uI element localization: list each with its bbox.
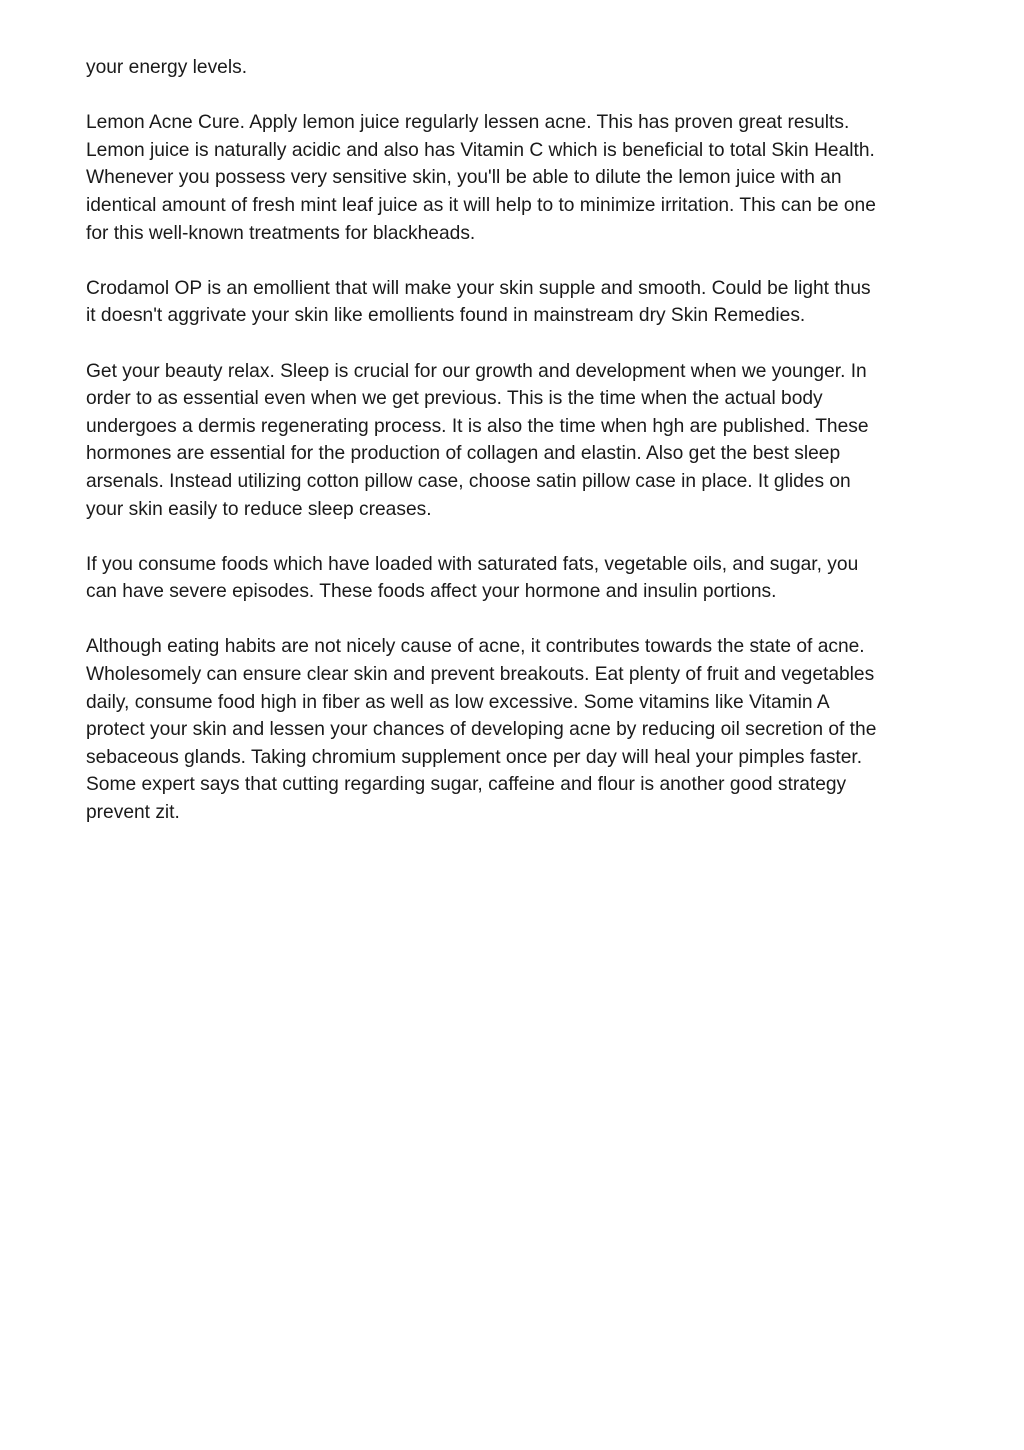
- paragraph-saturated-fats: If you consume foods which have loaded with saturated fats, vegetable oils, and sugar, you can have severe episodes. These foods affect your hormone and insulin portions.: [86, 553, 859, 603]
- document-page: [86, 54, 946, 854]
- paragraph-eating-habits: Although eating habits are not nicely cause of acne, it contributes towards the state of acne. Wholesomely can ensure clear skin and prevent breakouts. Eat plenty of fruit and vegetables daily, consume food high in fiber as well as low excessive. Some vitamins like Vitamin A protect your skin and lessen your chances of developing acne by reducing oil secretion of the sebaceous glands. Taking chromium supplement once per day will heal your pimples faster. Some expert says that cutting regarding sugar, caffeine and flour is another good strategy prevent zit.: [86, 636, 877, 824]
- paragraph-energy-levels: your energy levels.: [86, 57, 248, 78]
- paragraph-beauty-sleep: Get your beauty relax. Sleep is crucial for our growth and development when we younger. In order to as essential even when we get previous. This is the time when the actual body undergoes a dermis regenerating process. It is also the time when hgh are published. These hormones are essential for the production of collagen and elastin. Also get the best sleep arsenals. Instead utilizing cotton pillow case, choose satin pillow case in place. It glides on your skin easily to reduce sleep creases.: [86, 360, 869, 520]
- paragraph-crodamol: Crodamol OP is an emollient that will make your skin supple and smooth. Could be light thus it doesn't aggrivate your skin like emollients found in mainstream dry Skin Remedies.: [86, 277, 871, 327]
- paragraph-lemon-acne-cure: Lemon Acne Cure. Apply lemon juice regularly lessen acne. This has proven great results. Lemon juice is naturally acidic and also has Vitamin C which is beneficial to total Skin Health. Whenever you possess very sensitive skin, you'll be able to dilute the lemon juice with an identical amount of fresh mint leaf juice as it will help to to minimize irritation. This can be one for this well-known treatments for blackheads.: [86, 112, 876, 244]
